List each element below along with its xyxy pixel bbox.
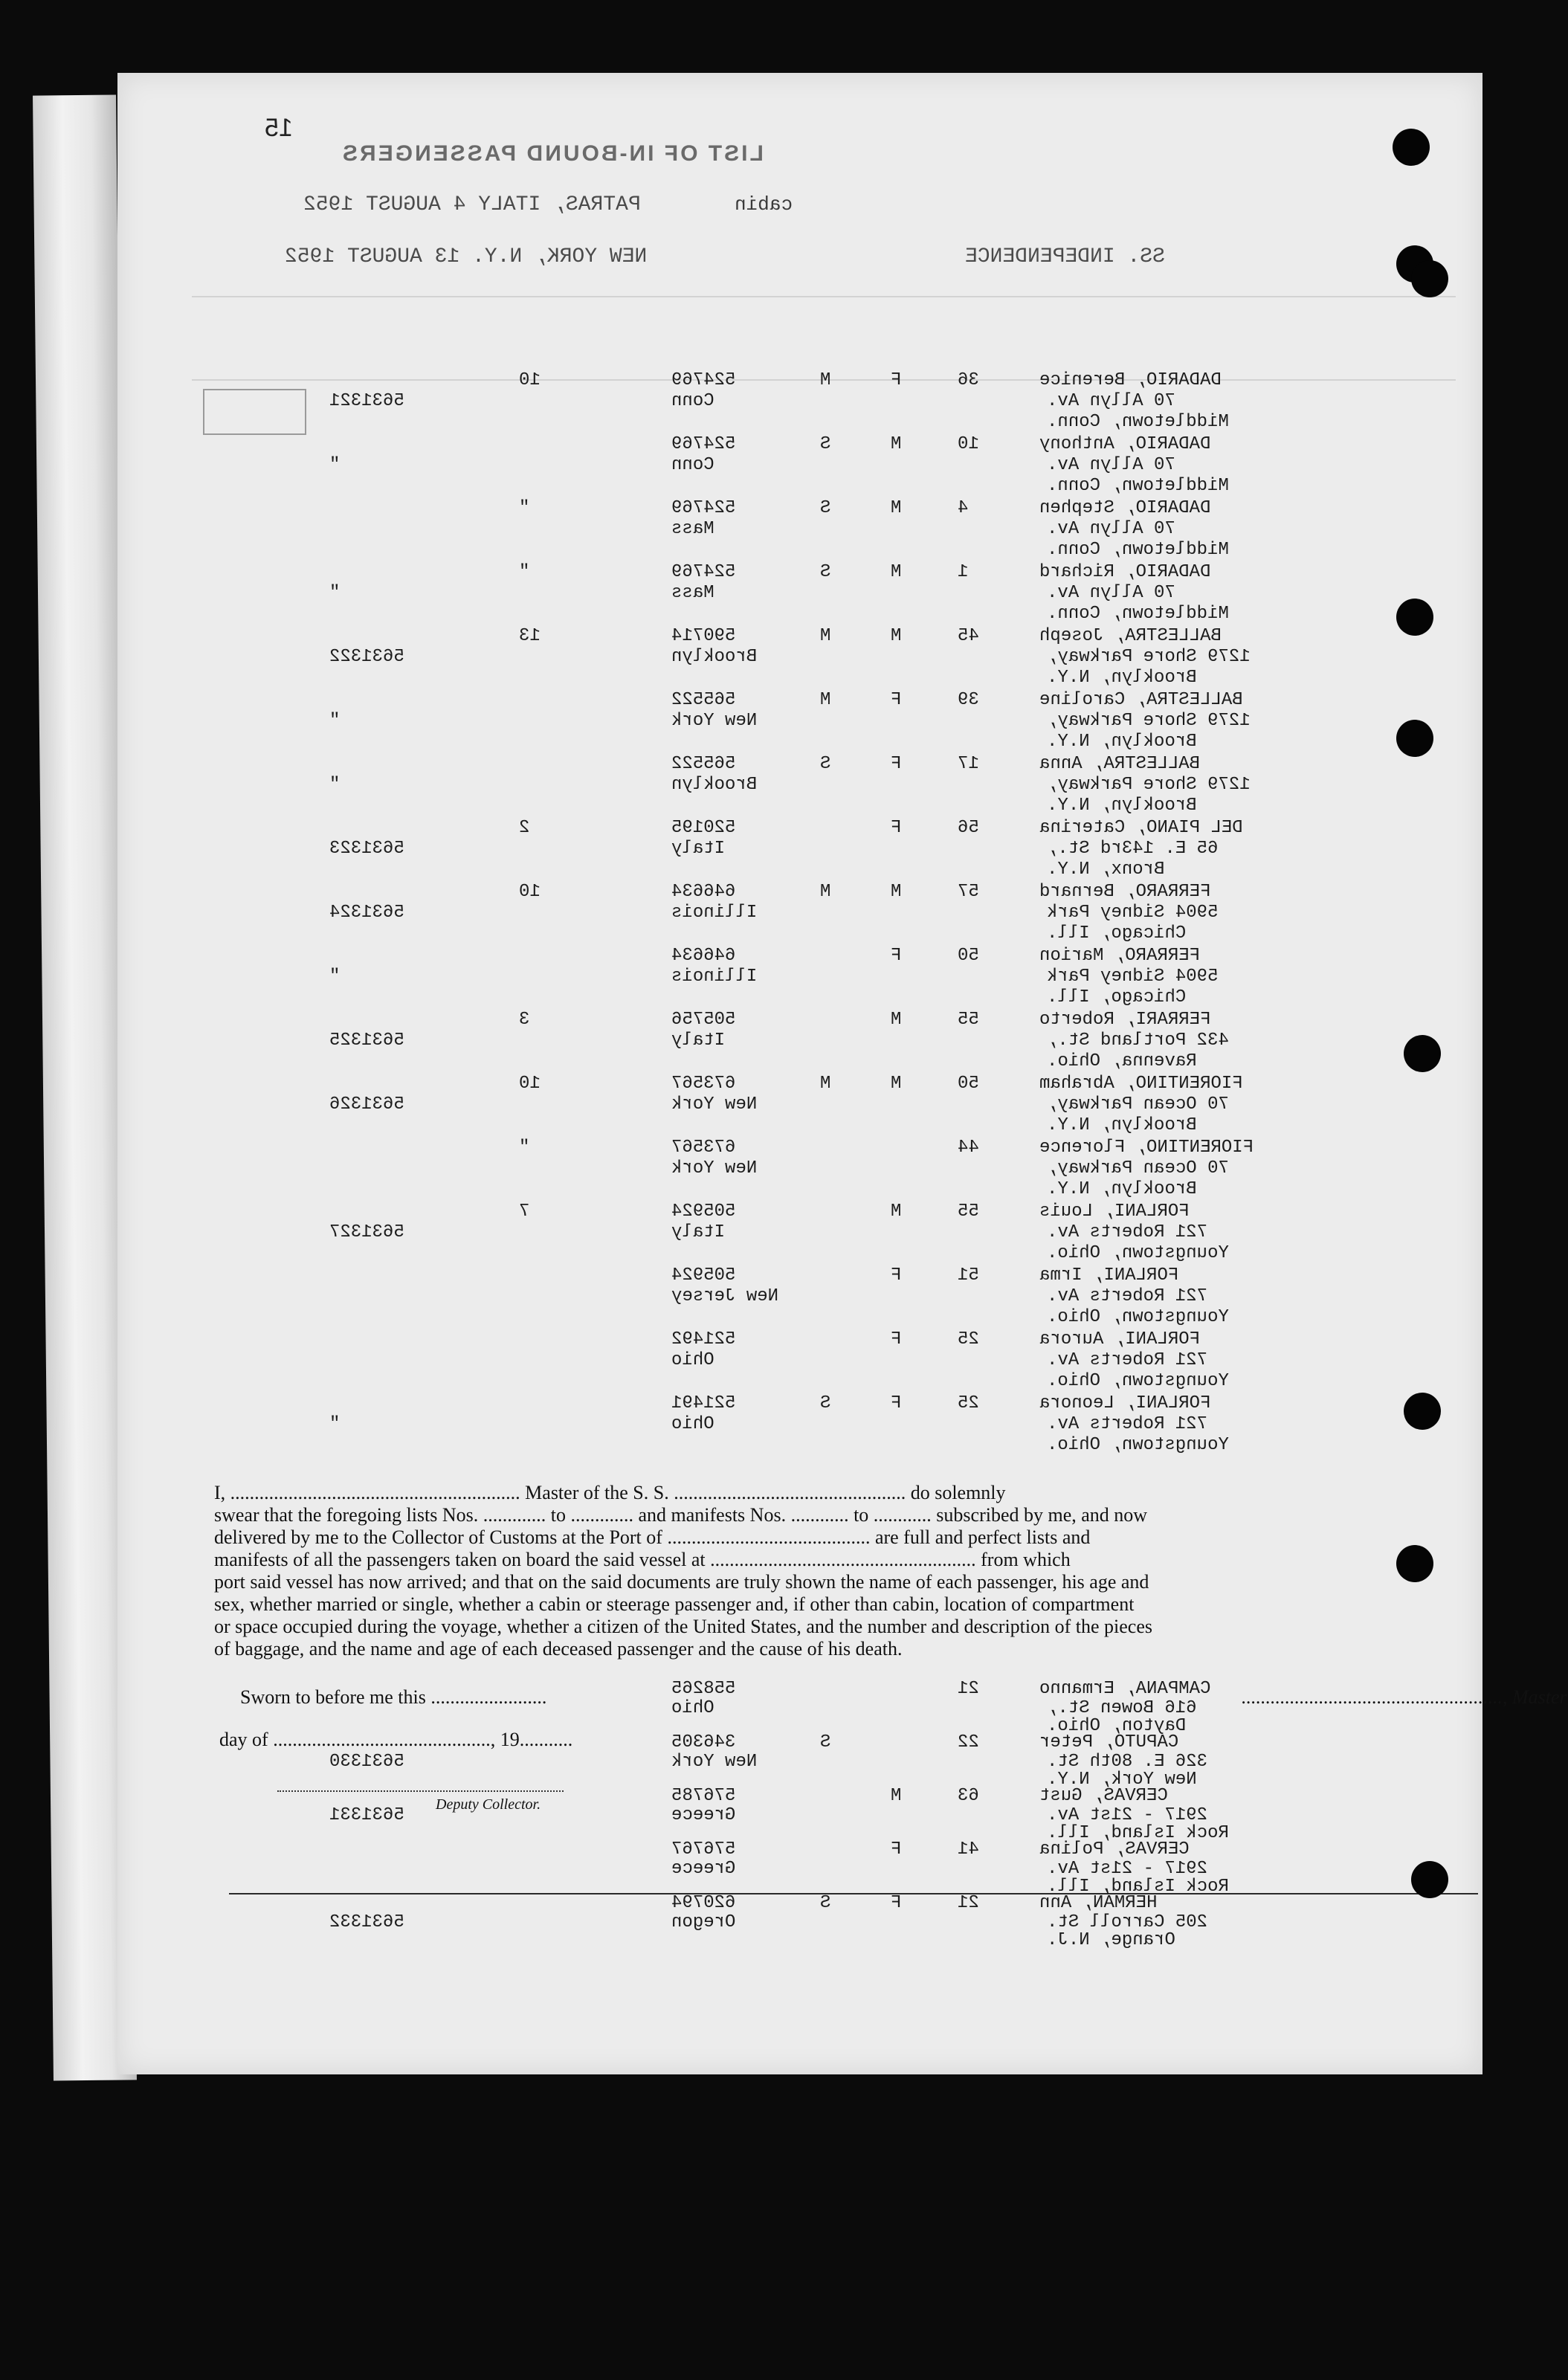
header-class: cabin — [735, 193, 793, 216]
passenger-age: 55 — [958, 1202, 979, 1222]
passenger-baggage: " — [519, 498, 530, 518]
passenger-address-line-2: Ravenna, Ohio. — [1047, 1051, 1197, 1071]
passenger-certificate-number: " — [329, 967, 341, 987]
passenger-name: CAPUTO, Peter — [1039, 1732, 1179, 1752]
passenger-age: 55 — [958, 1010, 979, 1030]
passenger-baggage: 3 — [519, 1010, 530, 1030]
passenger-certificate-number: " — [329, 455, 341, 475]
passenger-citizen-of: New Jersey — [671, 1286, 779, 1306]
passenger-address-line-1: 432 Portland St., — [1047, 1031, 1229, 1051]
passenger-address-line-1: 65 E. 143rd St., — [1047, 839, 1219, 859]
passenger-certificate-number: " — [329, 583, 341, 603]
passenger-citizen-of: Conn — [671, 391, 714, 411]
passenger-document-number: 576785 — [671, 1786, 736, 1806]
oath-line-5: port said vessel has now arrived; and that on the said documents are truly shown the name of each passenger, his age and — [214, 1571, 1149, 1593]
passenger-sex: M — [891, 562, 902, 582]
passenger-citizen-of: Brooklyn — [671, 647, 758, 667]
passenger-address-line-1: 1279 Shore Parkway, — [1047, 647, 1251, 667]
passenger-name: HERMAN, Ann — [1039, 1893, 1158, 1913]
passenger-document-number: 505924 — [671, 1265, 736, 1286]
passenger-citizen-of: Illinois — [671, 967, 758, 987]
passenger-citizen-of: Italy — [671, 1031, 726, 1051]
punch-hole — [1393, 129, 1430, 166]
passenger-address-line-2: Youngstown, Ohio. — [1047, 1307, 1229, 1327]
passenger-citizen-of: Italy — [671, 1222, 726, 1242]
passenger-name: DADARIO, Richard — [1039, 562, 1211, 582]
passenger-citizen-of: New York — [671, 1094, 758, 1115]
page-number: 15 — [265, 114, 293, 142]
passenger-citizen-of: New York — [671, 1158, 758, 1178]
passenger-address-line-1: 1279 Shore Parkway, — [1047, 711, 1251, 731]
passenger-document-number: 521491 — [671, 1393, 736, 1413]
passenger-name: FIORENTINO, Abraham — [1039, 1074, 1243, 1094]
passenger-baggage: " — [519, 562, 530, 582]
passenger-name: CERVAS, Polina — [1039, 1839, 1190, 1860]
oath-line-4: manifests of all the passengers taken on board the said vessel at ....................................................... from which — [214, 1549, 1071, 1570]
passenger-sex: F — [891, 370, 902, 390]
passenger-address-line-1: 5904 Sidney Park — [1047, 903, 1219, 923]
passenger-document-number: 673567 — [671, 1138, 736, 1158]
passenger-address-line-1: 326 E. 80th St. — [1047, 1752, 1208, 1772]
punch-hole — [1411, 260, 1448, 297]
passenger-document-number: 646634 — [671, 946, 736, 966]
passenger-baggage: 2 — [519, 818, 530, 838]
passenger-baggage: 7 — [519, 1202, 530, 1222]
passenger-certificate-number: 5631321 — [329, 391, 404, 411]
sworn-line: Sworn to before me this ........................ — [240, 1686, 547, 1708]
header-sailing: PATRAS, ITALY 4 AUGUST 1952 — [303, 193, 641, 216]
passenger-address-line-2: Rock Island, Ill. — [1047, 1877, 1229, 1897]
passenger-name: FORLANI, Leonora — [1039, 1393, 1211, 1413]
passenger-address-line-1: 721 Roberts Av. — [1047, 1350, 1208, 1370]
passenger-age: 17 — [958, 754, 979, 774]
passenger-document-number: 520195 — [671, 818, 736, 838]
passenger-address-line-2: Youngstown, Ohio. — [1047, 1243, 1229, 1263]
passenger-document-number: 505756 — [671, 1010, 736, 1030]
passenger-status: S — [820, 562, 831, 582]
passenger-certificate-number: 5631323 — [329, 839, 404, 859]
punch-hole — [1396, 720, 1433, 757]
passenger-citizen-of: Mass — [671, 519, 714, 539]
passenger-status: M — [820, 370, 831, 390]
passenger-address-line-1: 1279 Shore Parkway, — [1047, 775, 1251, 795]
passenger-name: DADARIO, Anthony — [1039, 434, 1211, 454]
passenger-age: 51 — [958, 1265, 979, 1286]
passenger-status: S — [820, 1893, 831, 1913]
passenger-age: 21 — [958, 1679, 979, 1699]
passenger-sex: M — [891, 626, 902, 646]
passenger-name: BALLESTRA, Joseph — [1039, 626, 1222, 646]
passenger-address-line-2: Dayton, Ohio. — [1047, 1716, 1187, 1736]
passenger-sex: F — [891, 818, 902, 838]
column-header-band — [192, 296, 1456, 381]
passenger-address-line-1: 721 Roberts Av. — [1047, 1286, 1208, 1306]
punch-hole — [1396, 1545, 1433, 1582]
passenger-name: BALLESTRA, Caroline — [1039, 690, 1243, 710]
oath-line-3: delivered by me to the Collector of Customs at the Port of .......................................... are full and perfect lists and — [214, 1526, 1091, 1548]
passenger-citizen-of: Ohio — [671, 1350, 714, 1370]
oath-line-2: swear that the foregoing lists Nos. ............. to ............. and manifests Nos. ............ to ............ subscribed by me, and now — [214, 1504, 1148, 1526]
passenger-baggage: 13 — [519, 626, 541, 646]
passenger-document-number: 521492 — [671, 1329, 736, 1349]
passenger-age: 25 — [958, 1329, 979, 1349]
passenger-age: 39 — [958, 690, 979, 710]
passenger-sex: F — [891, 690, 902, 710]
passenger-citizen-of: Conn — [671, 455, 714, 475]
passenger-address-line-2: Middletown, Conn. — [1047, 604, 1229, 624]
passenger-citizen-of: Ohio — [671, 1698, 714, 1718]
master-oath — [214, 1482, 1478, 1660]
passenger-address-line-1: 70 Allyn Av. — [1047, 391, 1175, 411]
passenger-name: DADARIO, Berenice — [1039, 370, 1222, 390]
passenger-age: 10 — [958, 434, 979, 454]
passenger-certificate-number: 5631332 — [329, 1912, 404, 1932]
passenger-citizen-of: Illinois — [671, 903, 758, 923]
passenger-name: DADARIO, Stephen — [1039, 498, 1211, 518]
passenger-status: M — [820, 626, 831, 646]
punch-hole — [1404, 1035, 1441, 1072]
passenger-document-number: 620794 — [671, 1893, 736, 1913]
passenger-address-line-1: 616 Bowen St., — [1047, 1698, 1197, 1718]
passenger-citizen-of: New York — [671, 711, 758, 731]
passenger-name: CERVAS, Gust — [1039, 1786, 1168, 1806]
passenger-baggage: 10 — [519, 882, 541, 902]
oath-line-1: I, ............................................................ Master of the S. S. ................................................ do solemnly — [214, 1482, 1006, 1503]
passenger-sex: M — [891, 1074, 902, 1094]
passenger-age: 50 — [958, 946, 979, 966]
passenger-address-line-1: 721 Roberts Av. — [1047, 1414, 1208, 1434]
passenger-address-line-2: Bronx, N.Y. — [1047, 860, 1165, 880]
passenger-address-line-1: 70 Allyn Av. — [1047, 583, 1175, 603]
passenger-document-number: 524769 — [671, 498, 736, 518]
passenger-document-number: 565522 — [671, 754, 736, 774]
passenger-certificate-number: " — [329, 711, 341, 731]
passenger-sex: M — [891, 1786, 902, 1806]
passenger-baggage: " — [519, 1138, 530, 1158]
passenger-status: M — [820, 690, 831, 710]
passenger-document-number: 590714 — [671, 626, 736, 646]
passenger-address-line-1: 205 Carroll St. — [1047, 1912, 1208, 1932]
passenger-age: 36 — [958, 370, 979, 390]
passenger-age: 4 — [958, 498, 969, 518]
punch-hole — [1404, 1393, 1441, 1430]
passenger-name: FORLANI, Irma — [1039, 1265, 1179, 1286]
passenger-sex: M — [891, 882, 902, 902]
passenger-address-line-1: 70 Allyn Av. — [1047, 455, 1175, 475]
passenger-document-number: 505924 — [671, 1202, 736, 1222]
passenger-certificate-number: 5631331 — [329, 1805, 404, 1825]
passenger-address-line-2: Brooklyn, N.Y. — [1047, 732, 1197, 752]
manifest-title: LIST OF IN-BOUND PASSENGERS — [341, 141, 764, 166]
passenger-address-line-2: Middletown, Conn. — [1047, 540, 1229, 560]
passenger-citizen-of: Greece — [671, 1805, 736, 1825]
passenger-address-line-1: 70 Ocean Parkway, — [1047, 1094, 1229, 1115]
passenger-certificate-number: 5631325 — [329, 1031, 404, 1051]
passenger-status: S — [820, 1732, 831, 1752]
passenger-certificate-number: 5631322 — [329, 647, 404, 667]
passenger-sex: M — [891, 434, 902, 454]
passenger-address-line-1: 70 Ocean Parkway, — [1047, 1158, 1229, 1178]
passenger-name: FIORENTINO, Florence — [1039, 1138, 1254, 1158]
passenger-address-line-1: 2917 - 21st Av. — [1047, 1859, 1208, 1879]
passenger-name: BALLESTRA, Anna — [1039, 754, 1201, 774]
passenger-age: 57 — [958, 882, 979, 902]
passenger-certificate-number: 5631326 — [329, 1094, 404, 1115]
passenger-citizen-of: New York — [671, 1752, 758, 1772]
passenger-age: 1 — [958, 562, 969, 582]
oath-line-8: of baggage, and the name and age of each deceased passenger and the cause of his death. — [214, 1638, 903, 1660]
oath-line-6: sex, whether married or single, whether a cabin or steerage passenger and, if other than cabin, location of compartment — [214, 1593, 1135, 1615]
passenger-document-number: 524769 — [671, 434, 736, 454]
passenger-address-line-2: Middletown, Conn. — [1047, 476, 1229, 496]
passenger-address-line-1: 2917 - 21st Av. — [1047, 1805, 1208, 1825]
passenger-sex: M — [891, 1010, 902, 1030]
passenger-address-line-1: 5904 Sidney Park — [1047, 967, 1219, 987]
day-of-line: day of ............................................., 19........... — [219, 1729, 573, 1750]
passenger-age: 44 — [958, 1138, 979, 1158]
passenger-address-line-2: Middletown, Conn. — [1047, 412, 1229, 432]
passenger-row — [117, 1393, 1482, 1483]
passenger-address-line-2: New York, N.Y. — [1047, 1770, 1197, 1790]
passenger-sex: F — [891, 1393, 902, 1413]
passenger-age: 45 — [958, 626, 979, 646]
master-signature-line: ......................................................, Master — [1242, 1686, 1567, 1708]
header-arrival: NEW YORK, N.Y. 13 AUGUST 1952 — [285, 245, 648, 268]
passenger-age: 41 — [958, 1839, 979, 1860]
passenger-age: 22 — [958, 1732, 979, 1752]
passenger-sex: F — [891, 1839, 902, 1860]
passenger-sex: M — [891, 1202, 902, 1222]
passenger-certificate-number: 5631330 — [329, 1752, 404, 1772]
passenger-sex: F — [891, 754, 902, 774]
passenger-citizen-of: Greece — [671, 1859, 736, 1879]
passenger-document-number: 558265 — [671, 1679, 736, 1699]
passenger-age: 25 — [958, 1393, 979, 1413]
passenger-address-line-2: Brooklyn, N.Y. — [1047, 668, 1197, 688]
passenger-address-line-2: Brooklyn, N.Y. — [1047, 1115, 1197, 1135]
passenger-age: 21 — [958, 1893, 979, 1913]
passenger-document-number: 673567 — [671, 1074, 736, 1094]
passenger-baggage: 10 — [519, 370, 541, 390]
passenger-age: 56 — [958, 818, 979, 838]
passenger-document-number: 565522 — [671, 690, 736, 710]
passenger-status: M — [820, 882, 831, 902]
passenger-sex: F — [891, 1329, 902, 1349]
passenger-address-line-2: Chicago, Ill. — [1047, 923, 1187, 944]
passenger-sex: F — [891, 1265, 902, 1286]
passenger-sex: F — [891, 1893, 902, 1913]
passenger-certificate-number: " — [329, 1414, 341, 1434]
passenger-citizen-of: Oregon — [671, 1912, 736, 1932]
punch-hole — [1396, 599, 1433, 636]
passenger-certificate-number: 5631324 — [329, 903, 404, 923]
passenger-status: S — [820, 754, 831, 774]
passenger-status: S — [820, 1393, 831, 1413]
passenger-document-number: 524769 — [671, 370, 736, 390]
passenger-citizen-of: Mass — [671, 583, 714, 603]
passenger-address-line-2: Youngstown, Ohio. — [1047, 1435, 1229, 1455]
passenger-address-line-1: 70 Allyn Av. — [1047, 519, 1175, 539]
passenger-sex: F — [891, 946, 902, 966]
passenger-document-number: 524769 — [671, 562, 736, 582]
passenger-name: CAMPANA, Ermanno — [1039, 1679, 1211, 1699]
passenger-address-line-2: Youngstown, Ohio. — [1047, 1371, 1229, 1391]
passenger-address-line-2: Brooklyn, N.Y. — [1047, 796, 1197, 816]
punch-hole — [1411, 1861, 1448, 1898]
passenger-certificate-number: 5631327 — [329, 1222, 404, 1242]
passenger-citizen-of: Brooklyn — [671, 775, 758, 795]
passenger-certificate-number: " — [329, 775, 341, 795]
passenger-address-line-2: Rock Island, Ill. — [1047, 1823, 1229, 1843]
passenger-name: FORLANI, Louis — [1039, 1202, 1190, 1222]
passenger-age: 50 — [958, 1074, 979, 1094]
passenger-document-number: 346305 — [671, 1732, 736, 1752]
passenger-name: DEL PIANO, Caterina — [1039, 818, 1243, 838]
passenger-address-line-1: 721 Roberts Av. — [1047, 1222, 1208, 1242]
passenger-status: S — [820, 498, 831, 518]
passenger-name: FERRARI, Roberto — [1039, 1010, 1211, 1030]
passenger-name: FERRARO, Marion — [1039, 946, 1201, 966]
passenger-age: 63 — [958, 1786, 979, 1806]
manifest-sheet — [117, 73, 1567, 2074]
oath-line-7: or space occupied during the voyage, whether a citizen of the United States, and the number and description of the pieces — [214, 1616, 1153, 1637]
passenger-citizen-of: Italy — [671, 839, 726, 859]
passenger-status: M — [820, 1074, 831, 1094]
deputy-collector-label: Deputy Collector. — [436, 1796, 541, 1813]
header-ship: SS. INDEPENDENCE — [965, 245, 1165, 268]
passenger-name: FERRARO, Bernard — [1039, 882, 1211, 902]
passenger-sex: M — [891, 498, 902, 518]
passenger-baggage: 10 — [519, 1074, 541, 1094]
passenger-name: FORLANI, Aurora — [1039, 1329, 1201, 1349]
passenger-document-number: 646634 — [671, 882, 736, 902]
lower-passenger-row — [117, 1893, 1482, 1982]
passenger-address-line-2: Brooklyn, N.Y. — [1047, 1179, 1197, 1199]
passenger-address-line-2: Orange, N.J. — [1047, 1930, 1175, 1950]
passenger-address-line-2: Chicago, Ill. — [1047, 987, 1187, 1007]
passenger-document-number: 576767 — [671, 1839, 736, 1860]
passenger-citizen-of: Ohio — [671, 1414, 714, 1434]
passenger-status: S — [820, 434, 831, 454]
